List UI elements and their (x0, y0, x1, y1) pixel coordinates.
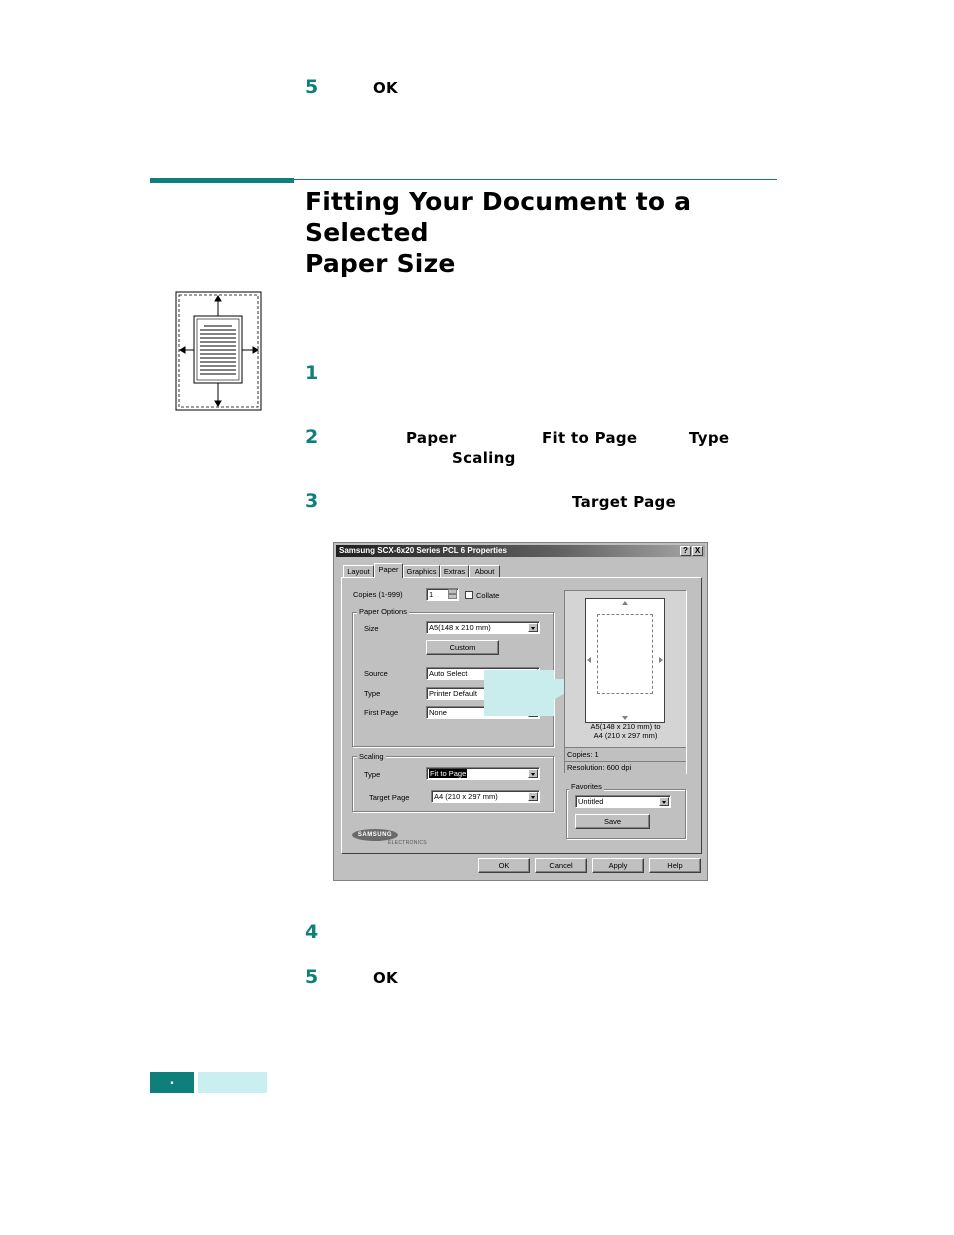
favorites-value: Untitled (578, 797, 604, 806)
apply-button[interactable]: Apply (592, 858, 644, 873)
collate-checkbox[interactable] (465, 591, 473, 599)
source-label: Source (364, 669, 388, 678)
callout-box (484, 670, 554, 716)
arrow-down-icon (622, 716, 628, 720)
copies-label: Copies (1-999) (353, 590, 403, 599)
preview-printable-area (597, 614, 653, 694)
help-icon[interactable]: ? (680, 546, 691, 556)
section-title-line1: Fitting Your Document to a Selected (305, 187, 692, 247)
step-2-keyword-scaling: Scaling (452, 449, 516, 467)
dialog-titlebar (336, 545, 705, 557)
custom-button[interactable]: Custom (426, 640, 499, 655)
favorites-label: Favorites (571, 782, 602, 791)
section-title-line2: Paper Size (305, 249, 456, 278)
scaling-group (352, 756, 554, 812)
step-number-1: 1 (305, 362, 319, 384)
copies-info: Copies: 1 (567, 750, 599, 759)
chevron-down-icon[interactable] (528, 769, 538, 778)
step-2-keyword-fit-to-page: Fit to Page (542, 429, 638, 447)
scaling-type-value: Fit to Page (430, 769, 467, 778)
size-dropdown[interactable] (426, 621, 540, 634)
scaling-type-dropdown[interactable] (426, 767, 540, 780)
step-number-5: 5 (305, 966, 319, 988)
tab-extras[interactable]: Extras (440, 565, 469, 578)
size-label: Size (364, 624, 379, 633)
target-page-label: Target Page (369, 793, 410, 802)
page-number-box (150, 1072, 194, 1093)
tab-layout[interactable]: Layout (343, 565, 374, 578)
scaling-type-label: Type (364, 770, 381, 779)
tab-paper[interactable]: Paper (374, 563, 403, 578)
preview-caption-line1: A5(148 x 210 mm) to (590, 722, 661, 731)
copies-value: 1 (429, 590, 434, 599)
cancel-button[interactable]: Cancel (535, 858, 587, 873)
step-3-keyword-target-page: Target Page (572, 493, 677, 511)
arrow-right-icon (659, 657, 663, 663)
copies-spinner[interactable] (426, 588, 459, 601)
preview-caption-line2: A4 (210 x 297 mm) (593, 731, 658, 740)
page-marker: . (169, 1073, 175, 1088)
help-button[interactable]: Help (649, 858, 701, 873)
favorites-dropdown[interactable] (575, 795, 671, 808)
type-label: Type (364, 689, 381, 698)
step-2-keyword-type: Type (689, 429, 730, 447)
tab-about[interactable]: About (469, 565, 500, 578)
ok-button[interactable]: OK (478, 858, 530, 873)
arrow-up-icon (622, 601, 628, 605)
step-number-3: 3 (305, 490, 319, 512)
first-page-label: First Page (364, 708, 399, 717)
preview-pane (564, 590, 687, 774)
chevron-down-icon[interactable] (528, 623, 538, 632)
brand-name: SAMSUNG (357, 832, 393, 838)
first-page-value: None (429, 708, 447, 717)
section-rule-thick (150, 178, 294, 183)
brand-subtitle: ELECTRONICS (388, 840, 427, 846)
save-button[interactable]: Save (575, 814, 650, 829)
spin-down-icon[interactable] (448, 594, 457, 599)
preview-page (585, 598, 665, 723)
target-page-dropdown[interactable] (431, 790, 540, 803)
fit-to-page-icon (175, 291, 263, 412)
footer-tab (198, 1072, 267, 1093)
chevron-down-icon[interactable] (528, 792, 538, 801)
close-icon[interactable]: X (692, 546, 703, 556)
step-number-2: 2 (305, 426, 319, 448)
preview-info-divider (565, 761, 686, 762)
collate-label: Collate (476, 591, 500, 600)
source-value: Auto Select (429, 669, 468, 678)
chevron-down-icon[interactable] (659, 797, 669, 806)
section-title (305, 186, 785, 279)
target-page-value: A4 (210 x 297 mm) (434, 792, 498, 801)
section-rule-thin (294, 179, 777, 180)
tab-graphics[interactable]: Graphics (403, 565, 440, 578)
size-value: A5(148 x 210 mm) (429, 623, 491, 632)
paper-options-label: Paper Options (359, 607, 407, 616)
dialog-title: Samsung SCX-6x20 Series PCL 6 Properties (339, 546, 507, 555)
arrow-left-icon (587, 657, 591, 663)
step-5-keyword-ok: OK (373, 969, 398, 987)
preview-info (565, 747, 686, 774)
step-number-4: 4 (305, 921, 319, 943)
type-value: Printer Default (429, 689, 477, 698)
step-keyword-top-ok: OK (373, 79, 398, 97)
step-number-top: 5 (305, 76, 319, 98)
scaling-label: Scaling (359, 752, 384, 761)
printer-properties-dialog (333, 542, 708, 881)
step-2-keyword-paper: Paper (406, 429, 457, 447)
resolution-info: Resolution: 600 dpi (567, 763, 632, 772)
